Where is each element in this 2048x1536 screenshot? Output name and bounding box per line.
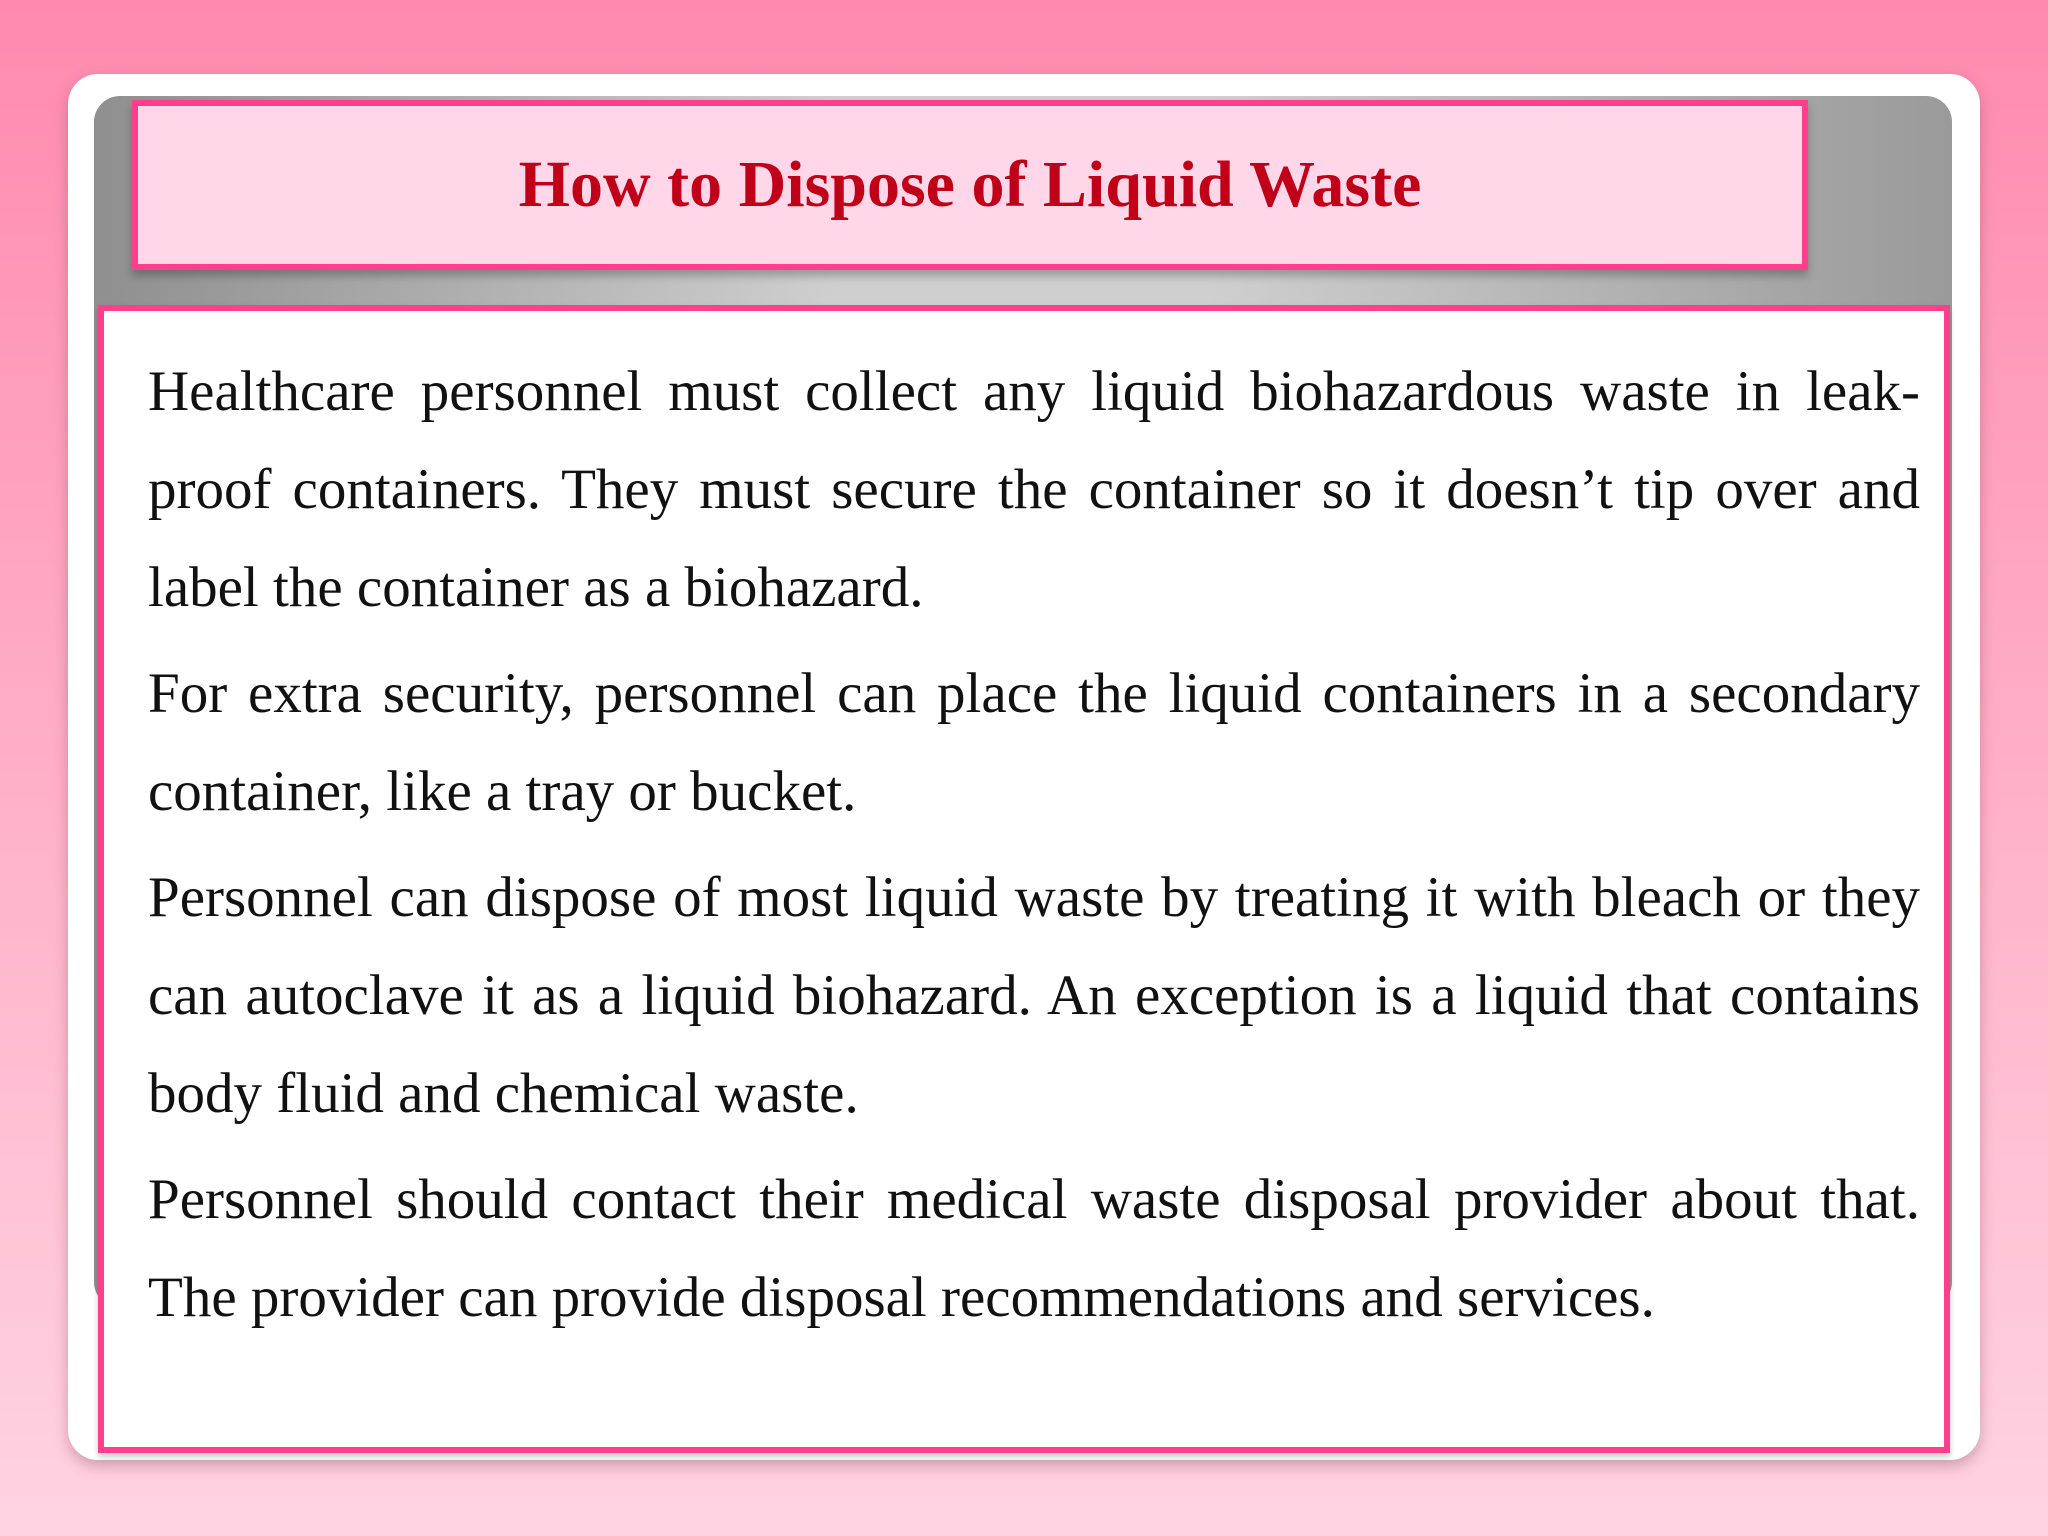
title-box	[132, 100, 1808, 270]
paragraph-1: Healthcare personnel must collect any liquid biohazardous waste in leak-proof containers. They must secure the container so it doesn’t tip over and label the container as a biohazard.	[148, 360, 1920, 619]
paragraph-3: Personnel can dispose of most liquid waste by treating it with bleach or they can autoclave it as a liquid biohazard. An exception is a liquid that contains body fluid and chemical waste.	[148, 866, 1920, 1125]
slide-title: How to Dispose of Liquid Waste	[518, 148, 1422, 221]
paragraph-4: Personnel should contact their medical waste disposal provider about that. The provider can provide disposal recommendations and services.	[148, 1168, 1920, 1329]
paragraph-2: For extra security, personnel can place the liquid containers in a secondary container, like a tray or bucket.	[148, 662, 1920, 823]
content-box	[98, 305, 1950, 1453]
